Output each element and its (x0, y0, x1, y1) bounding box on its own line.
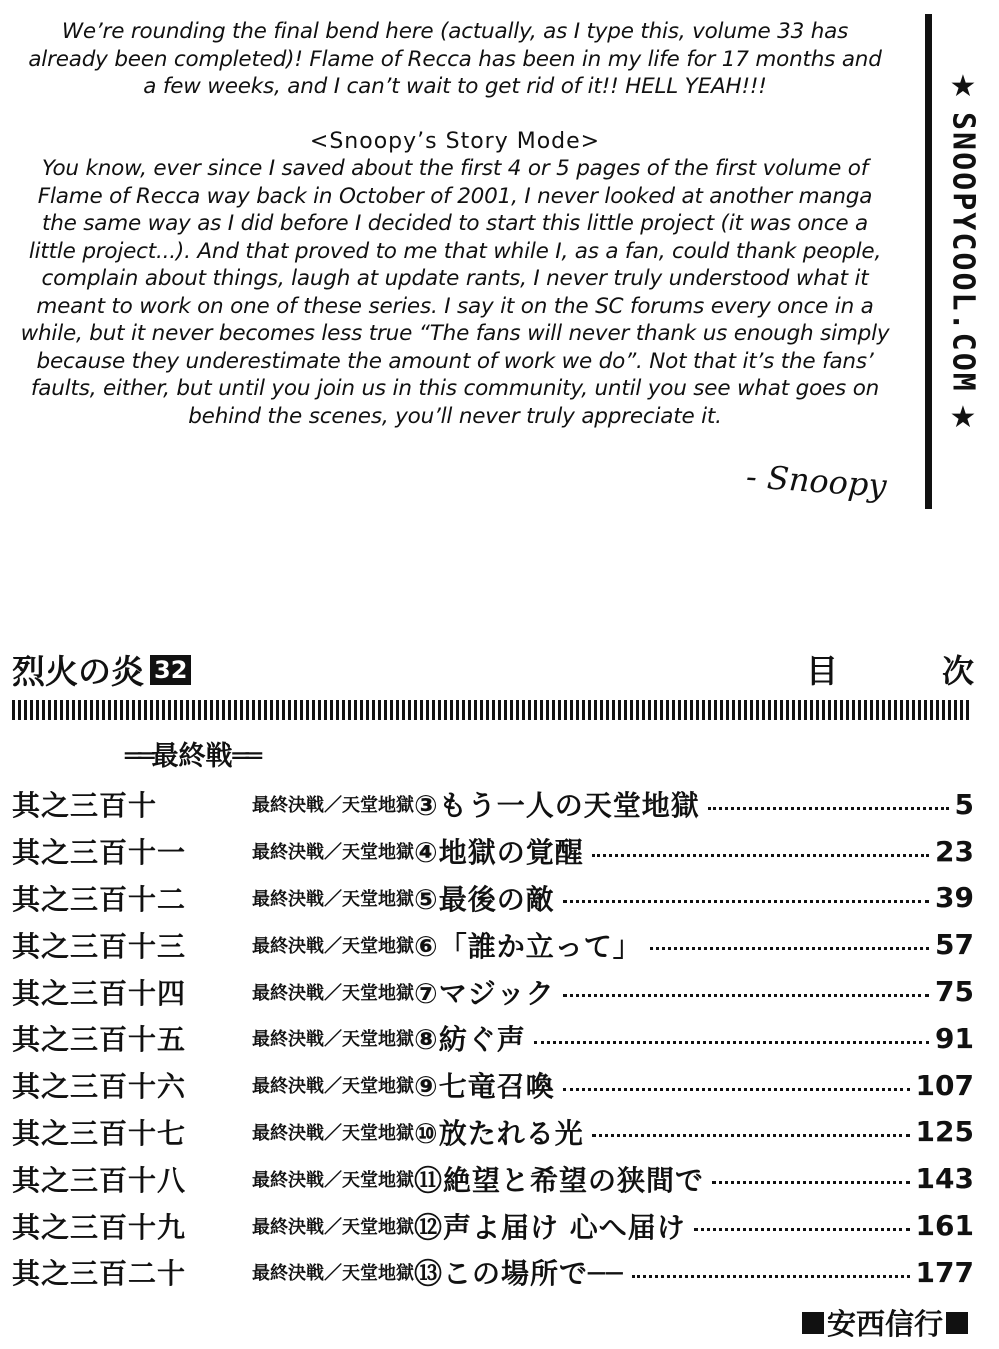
chapter-number: 其之三百十二 (12, 882, 187, 916)
toc-row (12, 1202, 974, 1249)
chapter-number: 其之三百十五 (12, 1023, 187, 1057)
chapter-series: 最終決戦／天堂地獄 (252, 1076, 414, 1098)
chapter-title: ⑦マジック (414, 976, 555, 1010)
chapter-number: 其之三百十四 (12, 976, 187, 1010)
page-number: 161 (915, 1209, 974, 1243)
volume-badge: 32 (150, 655, 191, 685)
site-banner (938, 70, 988, 435)
page-number: 177 (915, 1255, 974, 1289)
chapter-number: 其之三百十九 (12, 1210, 187, 1244)
chapter-title: ⑥「誰か立って」 (414, 929, 642, 963)
chapter-title: ④地獄の覚醒 (414, 836, 584, 870)
dot-leader (563, 994, 929, 997)
contents-label-1: 目 (806, 652, 839, 690)
section-heading (125, 734, 259, 773)
dot-leader (534, 1041, 929, 1044)
toc-row (12, 1155, 974, 1202)
chapter-number: 其之三百十一 (12, 836, 187, 870)
dot-leader (712, 1181, 910, 1184)
chapter-series: 最終決戦／天堂地獄 (252, 1029, 414, 1051)
chapter-title: ⑤最後の敵 (414, 882, 555, 916)
chapter-title: ⑩放たれる光 (414, 1116, 584, 1150)
chapter-number: 其之三百十六 (12, 1070, 187, 1104)
divider-bar (925, 14, 932, 509)
star-icon: ★ (949, 399, 977, 435)
chapter-series: 最終決戦／天堂地獄 (252, 935, 414, 957)
toc-list (12, 781, 974, 1296)
dot-leader (592, 1134, 910, 1137)
page-number: 75 (935, 975, 974, 1009)
chapter-number: 其之三百二十 (12, 1257, 187, 1291)
dot-leader (592, 854, 929, 857)
series-title: 烈火の炎 (12, 652, 144, 691)
section-title: 最終戦 (151, 741, 233, 772)
dot-leader (563, 900, 929, 903)
chapter-title: ⑨七竜召喚 (414, 1070, 555, 1104)
chapter-title: ③もう一人の天堂地獄 (414, 789, 700, 823)
toc-row (12, 968, 974, 1015)
chapter-title: ⑧紡ぐ声 (414, 1023, 526, 1057)
author-name: 安西信行 (826, 1307, 943, 1341)
star-icon: ★ (949, 69, 977, 104)
dot-leader (563, 1088, 910, 1091)
chapter-series: 最終決戦／天堂地獄 (252, 1169, 414, 1191)
toc-row (12, 1109, 974, 1156)
page-number: 5 (954, 787, 974, 821)
chapter-series: 最終決戦／天堂地獄 (252, 795, 414, 817)
chapter-series: 最終決戦／天堂地獄 (252, 1263, 414, 1285)
chapter-number: 其之三百十三 (12, 929, 187, 963)
page-number: 57 (935, 928, 974, 962)
note-intro: We’re rounding the final bend here (actually, as I type this, volume 33 has already been completed)! Flame of Recca has been in my life for 17 months and a few weeks, and I can’t wait to get rid of it!! HELL YEAH!!! (28, 19, 882, 99)
dot-leader (650, 947, 929, 950)
dot-leader (694, 1228, 910, 1231)
page-number: 107 (915, 1068, 974, 1102)
title-rule (12, 700, 970, 720)
chapter-series: 最終決戦／天堂地獄 (252, 888, 414, 910)
page-number: 125 (915, 1115, 974, 1149)
chapter-series: 最終決戦／天堂地獄 (252, 982, 414, 1004)
chapter-number: 其之三百十八 (12, 1163, 187, 1197)
note-heading: <Snoopy’s Story Mode> (309, 128, 601, 154)
contents-label-2: 次 (941, 652, 974, 690)
chapter-number: 其之三百十 (12, 789, 158, 823)
page-number: 143 (915, 1162, 974, 1196)
page-number: 39 (935, 881, 974, 915)
chapter-series: 最終決戦／天堂地獄 (252, 1122, 414, 1144)
dot-leader (708, 807, 949, 810)
square-icon (946, 1312, 968, 1334)
chapter-title: ⑫声よ届け 心へ届け (414, 1210, 686, 1244)
toc-row (12, 1015, 974, 1062)
chapter-series: 最終決戦／天堂地獄 (252, 1216, 414, 1238)
toc-row (12, 875, 974, 922)
page-number: 91 (935, 1021, 974, 1055)
toc-row (12, 781, 974, 828)
note-body: You know, ever since I saved about the first 4 or 5 pages of the first volume of Flame of Recca way back in October of 2001, I never looked at another manga the same way as I did before I decided to start this little project (it was once a little project...). And that proved to me that while I, as a fan, could thank people, complain about things, laugh at update rants, I never truly understood what it meant to work on one of these series. I say it on the SC forums every once in a while, but it never becomes less true “The fans will never thank us enough simply because they underestimate the amount of work we do”. Not that it’s the fans’ faults, either, but until you join us in this community, until you see what goes on behind the scenes, you’ll never truly appreciate it. (20, 156, 890, 429)
section-deco-left: ══ (125, 741, 152, 772)
signature: - Snoopy (744, 457, 888, 505)
toc-row (12, 1062, 974, 1109)
dot-leader (632, 1275, 910, 1278)
chapter-number: 其之三百十七 (12, 1116, 187, 1150)
contents-label (806, 646, 974, 692)
toc-row (12, 828, 974, 875)
author-credit (799, 1302, 971, 1343)
toc-title (12, 646, 191, 693)
toc-row (12, 921, 974, 968)
chapter-title: ⑪絶望と希望の狭間で (414, 1163, 705, 1197)
toc-row (12, 1249, 974, 1296)
chapter-series: 最終決戦／天堂地獄 (252, 842, 414, 864)
square-icon (802, 1312, 824, 1334)
chapter-title: ⑬この場所で── (414, 1257, 624, 1291)
site-name: SNOOPYCOOL.COM (945, 112, 981, 393)
translator-note (20, 18, 890, 430)
page-number: 23 (935, 834, 974, 868)
section-deco-right: ══ (232, 741, 260, 772)
